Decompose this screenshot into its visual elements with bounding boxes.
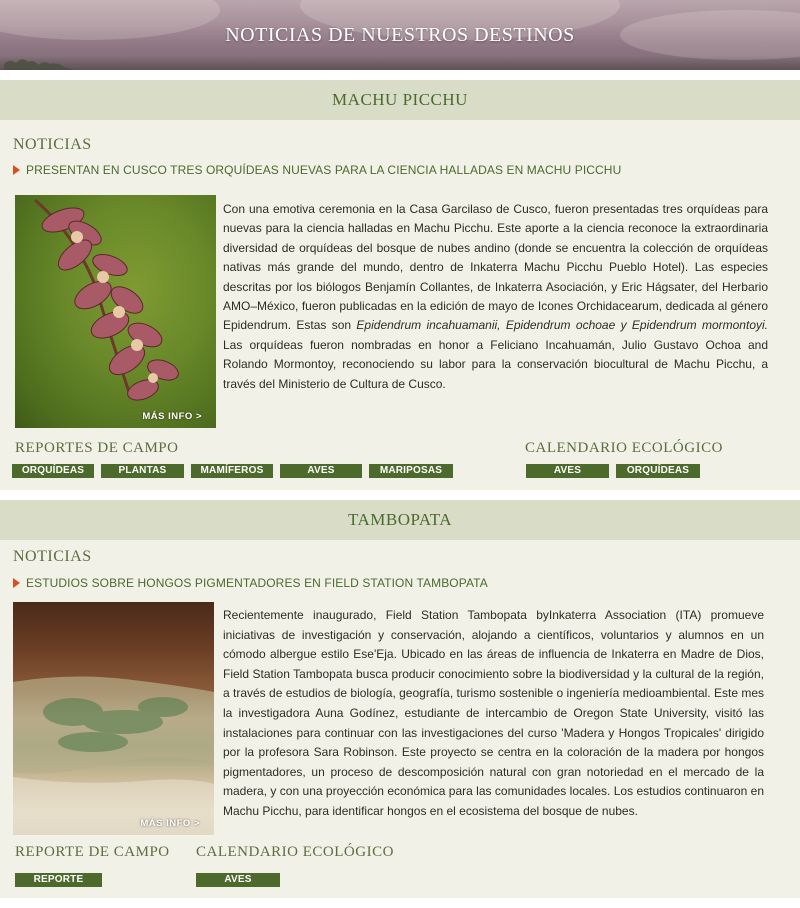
news-section-title: NOTICIAS [13, 136, 92, 153]
report-button-mariposas[interactable]: MARIPOSAS [369, 464, 453, 478]
trees-silhouette [4, 54, 74, 70]
more-info-link[interactable]: MÁS INFO > [142, 411, 202, 422]
divider [0, 898, 800, 908]
calendar-title: CALENDARIO ECOLÓGICO [196, 844, 394, 860]
news-body: Recientemente inaugurado, Field Station Tambopata byInkaterra Association (ITA) promueve iniciativas de investigación y conservación, alojando a científicos, voluntarios y alumnos en un cómodo albergue estilo Ese'Eja. Ubicado en las áreas de influencia de Inkaterra en Madre de Dios, Field Station Tambopata busca producir conocimiento sobre la biodiversidad y la cultural de la región, a través de estudios de biología, geografía, turismo sostenible o ingeniería medioambiental. Este mes la investigadora Auna Godínez, estudiante de intercambio de Oregon State University, visitó las instalaciones para continuar con las investigaciones del curso 'Madera y Hongos Tropicales' dirigido por la profesora Sara Robinson. Este proyecto se centra en la coloración de la madera por hongos pigmentadores, un proceso de descomposición natural con gran notoriedad en el mercado de la madera, y con una proyección económica para las comunidades locales. Los estudios continuaron en Machu Picchu, para identificar hongos en el ecosistema del bosque de nubes. [223, 608, 764, 818]
more-info-link[interactable]: MÁS INFO > [140, 818, 200, 829]
field-reports-title: REPORTES DE CAMPO [15, 440, 179, 456]
report-button-orquideas[interactable]: ORQUÍDEAS [12, 464, 94, 478]
orchid-photo[interactable] [15, 195, 216, 428]
banner-title: NOTICIAS DE NUESTROS DESTINOS [225, 24, 575, 46]
news-headline-link[interactable] [13, 576, 488, 590]
divider [0, 490, 800, 500]
news-headline-text: ESTUDIOS SOBRE HONGOS PIGMENTADORES EN FIELD STATION TAMBOPATA [26, 576, 488, 590]
report-button-aves[interactable]: AVES [280, 464, 362, 478]
destination-title-tambopata: TAMBOPATA [0, 500, 800, 540]
news-headline-text: PRESENTAN EN CUSCO TRES ORQUÍDEAS NUEVAS PARA LA CIENCIA HALLADAS EN MACHU PICCHU [26, 163, 622, 177]
field-report-title: REPORTE DE CAMPO [15, 844, 170, 860]
news-headline-link[interactable] [13, 163, 621, 177]
calendar-button-aves[interactable]: AVES [526, 464, 609, 478]
wood-fungus-photo[interactable] [13, 602, 214, 835]
calendar-button-aves[interactable]: AVES [196, 873, 280, 887]
news-body: Con una emotiva ceremonia en la Casa Garcilaso de Cusco, fueron presentadas tres orquídeas para nuevas para la ciencia halladas en Machu Picchu. Este aporte a la ciencia reconoce la extraordinaria diversidad de orquídeas del bosque de nubes andino (donde se encuentra la colección de orquídeas nativas más grande del mundo, dentro de Inkaterra Machu Picchu Pueblo Hotel). Las especies descritas por los biólogos Benjamín Collantes, de Inkaterra Asociación, y Eric Hágsater, del Herbario AMO–México, fueron publicadas en la edición de mayo de Icones Orchidacearum, dedicada al género Epidendrum. Estas son Epidendrum incahuamanii, Epidendrum ochoae y Epidendrum mormontoyi. Las orquídeas fueron nombradas en honor a Feliciano Incahuamán, Julio Gustavo Ochoa and Rolando Mormontoy, reconociendo su labor para la conservación biocultural de Machu Picchu, a través del Ministerio de Cultura de Cusco. [223, 202, 768, 391]
divider [0, 70, 800, 80]
calendar-button-orquideas[interactable]: ORQUÍDEAS [616, 464, 700, 478]
arrow-right-icon [13, 165, 20, 175]
destination-title-machu-picchu: MACHU PICCHU [0, 80, 800, 120]
arrow-right-icon [13, 578, 20, 588]
species-names: Epidendrum incahuamanii, Epidendrum ochoae y Epidendrum mormontoyi. [356, 318, 768, 333]
calendar-title: CALENDARIO ECOLÓGICO [525, 440, 723, 456]
news-section-title: NOTICIAS [13, 548, 92, 565]
header-banner [0, 0, 800, 70]
wood-fungus-image [13, 602, 214, 835]
report-button-mamiferos[interactable]: MAMÍFEROS [191, 464, 273, 478]
report-button[interactable]: REPORTE [15, 873, 102, 887]
report-button-plantas[interactable]: PLANTAS [101, 464, 184, 478]
orchid-image [15, 195, 216, 428]
